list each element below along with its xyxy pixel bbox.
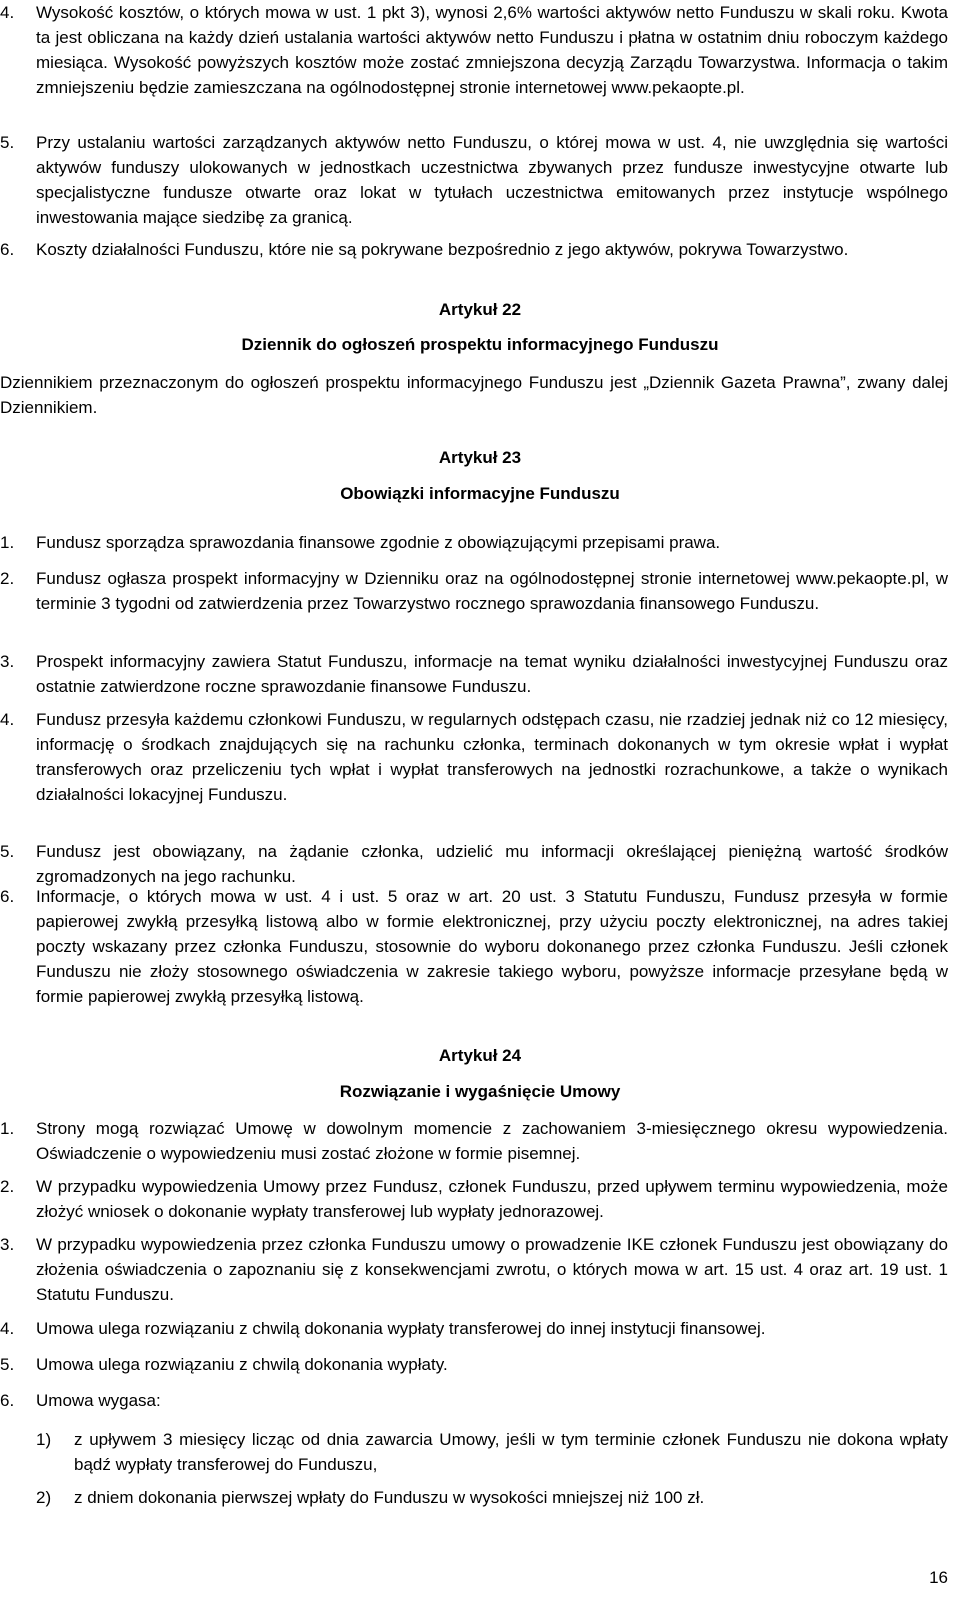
item-text: Prospekt informacyjny zawiera Statut Funduszu, informacje na temat wyniku działalności inwestycyjnej Funduszu oraz ostatnie zatwierdzone roczne sprawozdanie finansowe Funduszu. bbox=[36, 652, 948, 696]
list-item bbox=[0, 1352, 948, 1377]
item-text: Fundusz przesyła każdemu członkowi Funduszu, w regularnych odstępach czasu, nie rzadziej jednak niż co 12 miesięcy, informację o środkach znajdujących się na rachunku członka, terminach dokonanych w tym okresie wpłat i wypłat transferowych oraz przeliczeniu tych wpłat i wypłat transferowych na jednostki rozrachunkowe, a także o wynikach działalności lokacyjnej Funduszu. bbox=[36, 710, 948, 804]
item-number: 3. bbox=[0, 1235, 15, 1254]
sub-item-number: 1) bbox=[36, 1430, 52, 1449]
item-number: 4. bbox=[0, 1319, 15, 1338]
sub-list-item bbox=[36, 1485, 948, 1510]
list-item bbox=[0, 566, 948, 616]
item-text: Fundusz jest obowiązany, na żądanie członka, udzielić mu informacji określającej pieniężną wartość środków zgromadzonych na jego rachunku. bbox=[36, 842, 948, 886]
item-text: Fundusz sporządza sprawozdania finansowe zgodnie z obowiązującymi przepisami prawa. bbox=[36, 533, 721, 552]
item-text: Umowa ulega rozwiązaniu z chwilą dokonania wypłaty. bbox=[36, 1355, 448, 1374]
list-item bbox=[0, 130, 948, 230]
sub-item-text: z dniem dokonania pierwszej wpłaty do Funduszu w wysokości mniejszej niż 100 zł. bbox=[74, 1488, 705, 1507]
list-item bbox=[0, 707, 948, 807]
article-24-heading: Artykuł 24 bbox=[438, 1046, 522, 1065]
article-22-heading: Artykuł 22 bbox=[438, 300, 522, 319]
item-text: Strony mogą rozwiązać Umowę w dowolnym momencie z zachowaniem 3-miesięcznego okresu wypowiedzenia. Oświadczenie o wypowiedzeniu musi zostać złożone w formie pisemnej. bbox=[36, 1119, 948, 1163]
item-text: Wysokość kosztów, o których mowa w ust. 1 pkt 3), wynosi 2,6% wartości aktywów netto Funduszu w skali roku. Kwota ta jest obliczana na każdy dzień ustalania wartości aktywów netto Funduszu i płatna w ostatnim dniu roboczym każdego miesiąca. Wysokość powyższych kosztów może zostać zmniejszona decyzją Zarządu Towarzystwa. Informacja o takim zmniejszeniu będzie zamieszczana na ogólnodostępnej stronie internetowej www.pekaopte.pl. bbox=[36, 3, 948, 97]
item-number: 6. bbox=[0, 887, 15, 906]
page-number: 16 bbox=[929, 1568, 948, 1587]
item-text: W przypadku wypowiedzenia przez członka Funduszu umowy o prowadzenie IKE członek Funduszu jest obowiązany do złożenia oświadczenia o zapoznaniu się z konsekwencjami zwrotu, o których mowa w art. 15 ust. 4 oraz art. 19 ust. 1 Statutu Funduszu. bbox=[36, 1235, 948, 1304]
item-number: 1. bbox=[0, 1119, 15, 1138]
item-number: 4. bbox=[0, 710, 15, 729]
list-item bbox=[0, 1316, 948, 1341]
item-number: 5. bbox=[0, 133, 15, 152]
list-item bbox=[0, 237, 948, 262]
item-text: W przypadku wypowiedzenia Umowy przez Fundusz, członek Funduszu, przed upływem terminu wypowiedzenia, może złożyć wniosek o dokonanie wypłaty transferowej lub wypłaty jednorazowej. bbox=[36, 1177, 948, 1221]
item-number: 6. bbox=[0, 1391, 15, 1410]
list-item bbox=[0, 1174, 948, 1224]
list-item bbox=[0, 649, 948, 699]
item-number: 1. bbox=[0, 533, 15, 552]
list-item bbox=[0, 839, 948, 889]
item-text: Informacje, o których mowa w ust. 4 i ust. 5 oraz w art. 20 ust. 3 Statutu Funduszu, Fundusz przesyła w formie papierowej zwykłą przesyłką listową albo w formie elektronicznej, przy użyciu poczty elektronicznej, na adres takiej poczty wskazany przez członka Funduszu, stosownie do wyboru dokonanego przez członka Funduszu. Jeśli członek Funduszu nie złoży stosownego oświadczenia w zakresie takiego wyboru, powyższe informacje przesyłane będą w formie papierowej zwykłą przesyłką listową. bbox=[36, 887, 948, 1006]
item-number: 5. bbox=[0, 842, 15, 861]
list-item bbox=[0, 1116, 948, 1166]
item-number: 6. bbox=[0, 240, 15, 259]
list-item bbox=[0, 0, 948, 100]
item-text: Koszty działalności Funduszu, które nie są pokrywane bezpośrednio z jego aktywów, pokrywa Towarzystwo. bbox=[36, 240, 849, 259]
item-number: 4. bbox=[0, 3, 15, 22]
list-item bbox=[0, 884, 948, 1009]
article-24-title: Rozwiązanie i wygaśnięcie Umowy bbox=[339, 1082, 621, 1101]
item-text: Umowa ulega rozwiązaniu z chwilą dokonania wypłaty transferowej do innej instytucji finansowej. bbox=[36, 1319, 766, 1338]
sub-item-number: 2) bbox=[36, 1488, 52, 1507]
item-text: Przy ustalaniu wartości zarządzanych aktywów netto Funduszu, o której mowa w ust. 4, nie uwzględnia się wartości aktywów funduszy ulokowanych w jednostkach uczestnictwa zbywanych przez fundusze inwestycyjne otwarte lub specjalistyczne fundusze otwarte oraz lokat w tytułach uczestnictwa emitowanych przez instytucje wspólnego inwestowania mające siedzibę za granicą. bbox=[36, 133, 948, 227]
list-item bbox=[0, 530, 948, 555]
item-number: 2. bbox=[0, 1177, 15, 1196]
article-22-title: Dziennik do ogłoszeń prospektu informacyjnego Funduszu bbox=[241, 335, 719, 354]
sub-item-text: z upływem 3 miesięcy licząc od dnia zawarcia Umowy, jeśli w tym terminie członek Funduszu nie dokona wpłaty bądź wypłaty transferowej do Funduszu, bbox=[74, 1430, 948, 1474]
item-number: 5. bbox=[0, 1355, 15, 1374]
sub-list-item bbox=[36, 1427, 948, 1477]
article-23-title: Obowiązki informacyjne Funduszu bbox=[340, 484, 620, 503]
article-22-paragraph: Dziennikiem przeznaczonym do ogłoszeń prospektu informacyjnego Funduszu jest „Dziennik Gazeta Prawna”, zwany dalej Dziennikiem. bbox=[0, 373, 948, 417]
list-item bbox=[0, 1232, 948, 1307]
item-text: Fundusz ogłasza prospekt informacyjny w Dzienniku oraz na ogólnodostępnej stronie internetowej www.pekaopte.pl, w terminie 3 tygodni od zatwierdzenia przez Towarzystwo rocznego sprawozdania finansowego Funduszu. bbox=[36, 569, 948, 613]
item-number: 3. bbox=[0, 652, 15, 671]
item-number: 2. bbox=[0, 569, 15, 588]
list-item bbox=[0, 1388, 948, 1413]
item-text: Umowa wygasa: bbox=[36, 1391, 161, 1410]
article-23-heading: Artykuł 23 bbox=[438, 448, 522, 467]
